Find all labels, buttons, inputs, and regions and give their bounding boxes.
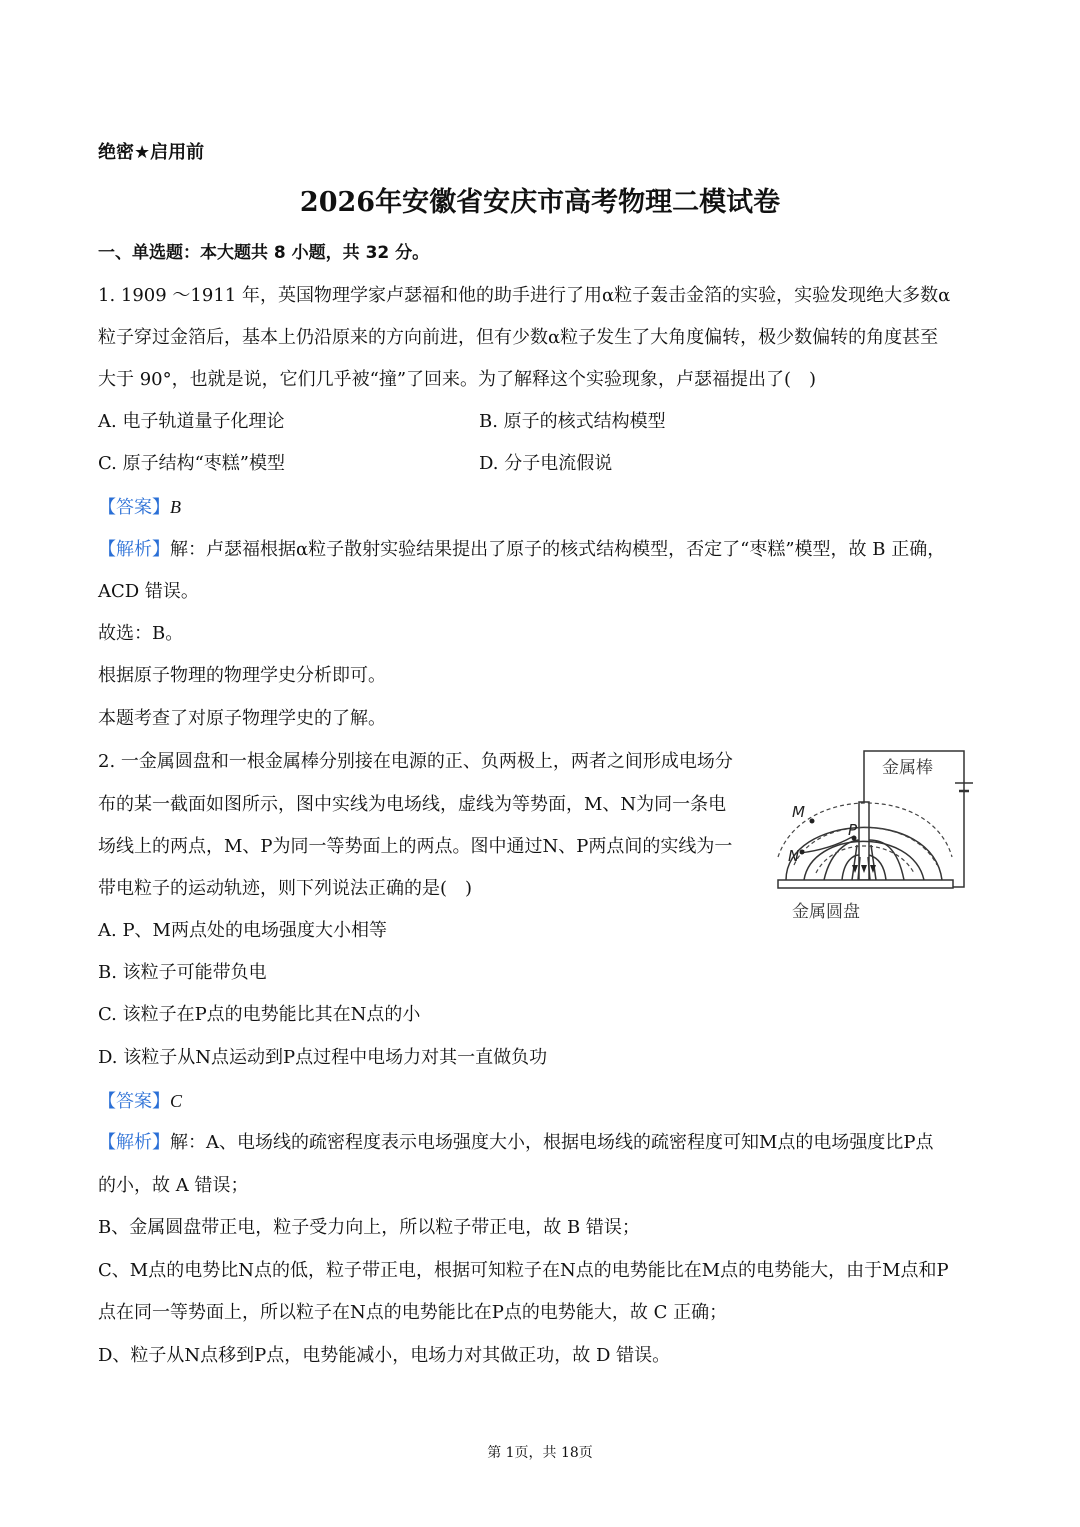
- q2-analysis-line-5: 点在同一等势面上，所以粒子在N点的电势能比在P点的电势能大，故 C 正确；: [98, 1302, 728, 1323]
- q1-option-d: D. 分子电流假说: [479, 453, 613, 474]
- q1-note-2: 本题考查了对原子物理学史的了解。: [98, 708, 386, 729]
- field-line-inner-left: [824, 840, 859, 880]
- q2-analysis-line-6: D、粒子从N点移到P点，电势能减小，电场力对其做正功，故 D 错误。: [98, 1345, 671, 1366]
- q1-analysis-text: 解：卢瑟福根据α粒子散射实验结果提出了原子的核式结构模型，否定了“枣糕”模型，故 B 正确，: [170, 539, 946, 560]
- q1-stem-line-2: 粒子穿过金箔后，基本上仍沿原来的方向前进，但有少数α粒子发生了大角度偏转，极少数偏转的角度甚至: [98, 327, 939, 348]
- q2-stem-line-2: 布的某一截面如图所示，图中实线为电场线，虚线为等势面，M、N为同一条电: [98, 794, 727, 815]
- field-line-inner-right: [869, 840, 904, 880]
- answer-tag: 【答案】: [98, 1091, 170, 1112]
- q2-analysis-line-3: B、金属圆盘带正电，粒子受力向上，所以粒子带正电，故 B 错误；: [98, 1217, 640, 1238]
- answer-tag: 【答案】: [98, 497, 170, 518]
- analysis-tag: 【解析】: [98, 1132, 170, 1153]
- field-line-v3: [871, 845, 876, 880]
- rod-label: 金属棒: [882, 758, 933, 778]
- analysis-tag: 【解析】: [98, 539, 170, 560]
- q1-note-1: 根据原子物理的物理学史分析即可。: [98, 665, 386, 686]
- q2-stem-line-3: 场线上的两点，M、P为同一等势面上的两点。图中通过N、P两点间的实线为一: [98, 836, 733, 857]
- label-m: M: [792, 803, 805, 821]
- q2-answer-value: C: [170, 1091, 183, 1111]
- q1-analysis-line-1: [98, 537, 945, 563]
- label-n: N: [788, 847, 800, 865]
- q2-answer: [98, 1088, 182, 1115]
- q1-stem-line-1: 1. 1909 ～1911 年，英国物理学家卢瑟福和他的助手进行了用α粒子轰击金箔的实验，实验发现绝大多数α: [98, 285, 951, 306]
- metal-disk: [778, 880, 953, 888]
- q1-option-a: A. 电子轨道量子化理论: [98, 411, 285, 432]
- page-title: 2026年安徽省安庆市高考物理二模试卷: [299, 187, 781, 218]
- q1-answer: [98, 494, 181, 521]
- q1-choice: 故选：B。: [98, 623, 184, 644]
- q2-stem-line-4: 带电粒子的运动轨迹，则下列说法正确的是( ): [98, 878, 473, 899]
- q1-stem-line-3: 大于 90°，也就是说，它们几乎被“撞”了回来。为了解释这个实验现象，卢瑟福提出了( ): [98, 369, 817, 390]
- label-p: P: [848, 821, 858, 839]
- q2-analysis-line-4: C、M点的电势比N点的低，粒子带正电，根据可知粒子在N点的电势能比在M点的电势能大，由于M点和P: [98, 1260, 949, 1281]
- q2-stem-line-1: 2. 一金属圆盘和一根金属棒分别接在电源的正、负两极上，两者之间形成电场分: [98, 751, 733, 772]
- q2-analysis-text: 解：A、电场线的疏密程度表示电场强度大小，根据电场线的疏密程度可知M点的电场强度比P点: [170, 1132, 934, 1153]
- q2-option-d: D. 该粒子从N点运动到P点过程中电场力对其一直做负功: [98, 1047, 548, 1068]
- q2-option-a: A. P、M两点处的电场强度大小相等: [98, 920, 387, 941]
- confidential-label: 绝密★启用前: [98, 142, 205, 163]
- q1-answer-value: B: [170, 497, 181, 517]
- q2-option-b: B. 该粒子可能带负电: [98, 962, 267, 983]
- q2-analysis-line-1: [98, 1130, 934, 1156]
- electric-field-figure: [772, 745, 987, 925]
- q1-option-c: C. 原子结构“枣糕”模型: [98, 453, 285, 474]
- q2-analysis-line-2: 的小，故 A 错误；: [98, 1175, 249, 1196]
- q1-analysis-line-2: ACD 错误。: [98, 581, 199, 602]
- point-m-dot: [810, 819, 815, 824]
- page-footer: 第 1页，共 18页: [487, 1445, 593, 1461]
- disk-label: 金属圆盘: [792, 902, 860, 922]
- section-heading: 一、单选题：本大题共 8 小题，共 32 分。: [98, 243, 430, 263]
- field-line-v1: [852, 845, 857, 880]
- point-n-dot: [800, 850, 805, 855]
- q1-option-b: B. 原子的核式结构模型: [479, 411, 666, 432]
- q2-option-c: C. 该粒子在P点的电势能比其在N点的小: [98, 1004, 421, 1025]
